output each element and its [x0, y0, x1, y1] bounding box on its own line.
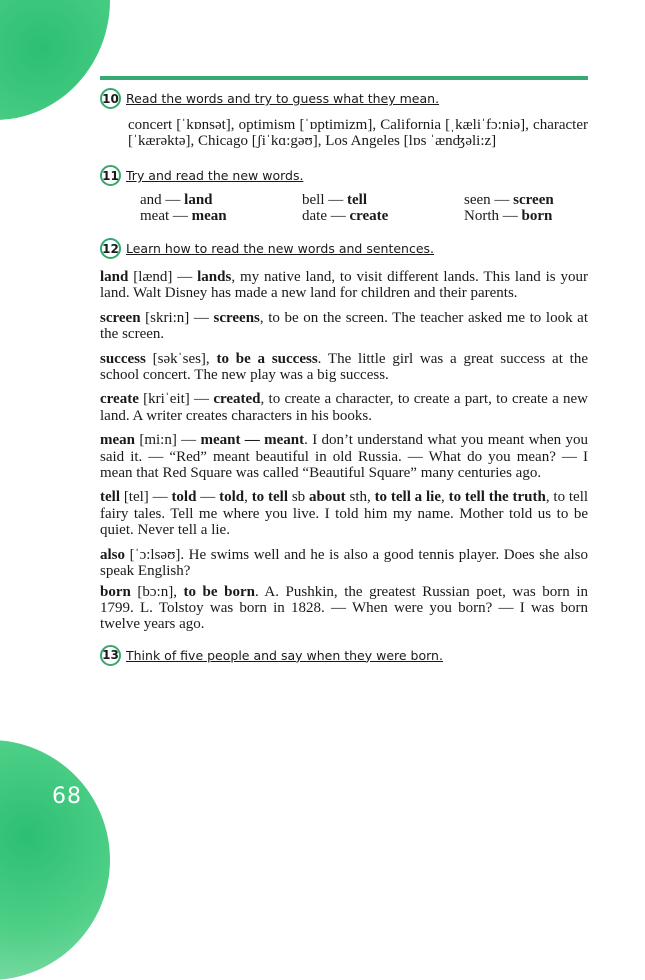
task-10-words: concert [ˈkɒnsət], optimism [ˈɒptimizm], California [ˌkæliˈfɔ:niə], character [ˈkærəktə], Chicago [ʃiˈkɑ:gəʊ], Los Angeles [lɒs ˈænʤəli:z]	[128, 117, 588, 149]
word-pair: North — born	[464, 208, 553, 224]
header-rule	[100, 76, 588, 80]
vocab-entry-born: born [bɔ:n], to be born. A. Pushkin, the greatest Russian poet, was born in 1799. L. Tolstoy was born in 1828. — When were you born? — I was born twelve years ago.	[100, 583, 589, 633]
task-number-badge: 10	[100, 88, 121, 109]
task-instruction: Read the words and try to guess what they mean.	[126, 91, 440, 106]
task-13-heading	[100, 645, 588, 666]
decorative-corner-top	[0, 0, 110, 120]
vocab-entry-land: land [lænd] — lands, my native land, to visit different lands. This land is your land. Walt Disney has made a new land for children and their parents.	[100, 269, 588, 302]
page-number: 68	[52, 784, 82, 809]
task-instruction: Think of five people and say when they were born.	[126, 647, 443, 663]
word-pair: bell — tell	[302, 192, 367, 208]
vocab-entry-mean: mean [mi:n] — meant — meant. I don’t understand what you meant when you said it. — “Red” meant beautiful in old Russia. — What do you mean? — I mean that Red Square was called “Beautiful Square” many centuries ago.	[100, 432, 588, 482]
vocab-entry-success: success [səkˈses], to be a success. The little girl was a great success at the school concert. The new play was a big success.	[100, 350, 588, 384]
task-instruction: Try and read the new words.	[126, 168, 304, 183]
vocab-entry-create: create [kriˈeit] — created, to create a character, to create a part, to create a new land. A writer creates characters in his books.	[100, 391, 589, 424]
word-pair: date — create	[302, 208, 389, 224]
task-10-heading	[100, 88, 588, 109]
task-number-badge: 13	[100, 645, 121, 666]
word-pair: meat — mean	[140, 208, 227, 224]
word-pairs-grid	[140, 192, 588, 224]
vocab-entry-screen: screen [skri:n] — screens, to be on the screen. The teacher asked me to look at the screen.	[100, 309, 588, 343]
vocab-entry-also: also [ˈɔ:lsəʊ]. He swims well and he is also a good tennis player. Does she also speak English?	[100, 546, 588, 580]
page-content	[100, 88, 588, 666]
word-pair: and — land	[140, 192, 213, 208]
task-number-badge: 11	[100, 165, 121, 186]
word-pair: seen — screen	[464, 192, 554, 208]
decorative-corner-bottom	[0, 740, 110, 980]
task-11-heading	[100, 165, 588, 186]
task-number-badge: 12	[100, 238, 121, 259]
task-12-heading	[100, 238, 588, 259]
task-instruction: Learn how to read the new words and sentences.	[126, 241, 435, 256]
vocab-entry-tell: tell [tel] — told — told, to tell sb about sth, to tell a lie, to tell the truth, to tell fairy tales. Tell me where you live. I told him my name. Mother told us to be quiet. Never tell a lie.	[100, 489, 589, 539]
